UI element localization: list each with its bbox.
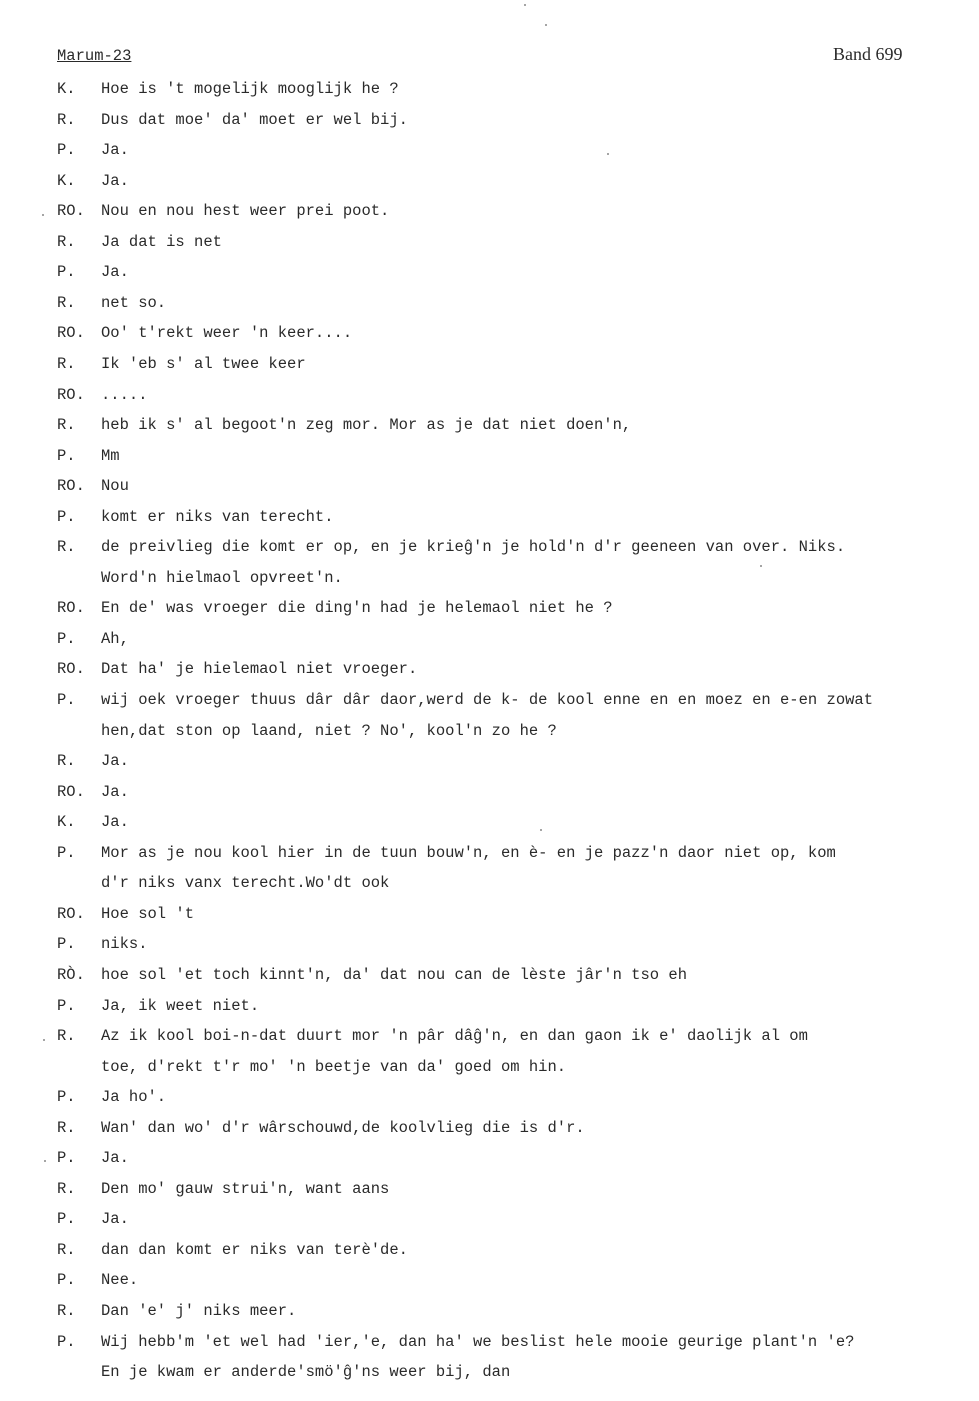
scan-speck — [43, 1039, 45, 1041]
transcript-line — [57, 202, 389, 220]
speaker-label: R. — [57, 752, 76, 770]
transcript-line-continuation — [101, 1363, 510, 1381]
transcript-line — [57, 1180, 389, 1198]
utterance-text: heb ik s' al begoot'n zeg mor. Mor as je dat niet doen'n, — [101, 416, 632, 434]
transcript-line — [57, 1119, 585, 1137]
speaker-label: R. — [57, 1027, 76, 1045]
speaker-label: K. — [57, 80, 76, 98]
transcript-line-continuation — [101, 1058, 566, 1076]
utterance-text: Den mo' gauw strui'n, want aans — [101, 1180, 390, 1198]
utterance-text: hoe sol 'et toch kinnt'n, da' dat nou can de lèste jâr'n tso eh — [101, 966, 687, 984]
scan-speck — [524, 4, 526, 6]
speaker-label: K. — [57, 813, 76, 831]
utterance-text: dan dan komt er niks van terè'de. — [101, 1241, 408, 1259]
utterance-text: ..... — [101, 386, 148, 404]
transcript-line — [57, 111, 408, 129]
transcript-line — [57, 508, 334, 526]
transcript-line — [57, 1333, 854, 1351]
transcript-line — [57, 172, 129, 190]
transcript-line-continuation — [101, 569, 343, 587]
utterance-text: Word'n hielmaol opvreet'n. — [101, 569, 343, 587]
speaker-label: RO. — [57, 660, 85, 678]
transcript-line-continuation — [101, 874, 389, 892]
utterance-text: Hoe sol 't — [101, 905, 195, 923]
speaker-label: RO. — [57, 599, 85, 617]
transcript-line — [57, 813, 129, 831]
utterance-text: Dat ha' je hielemaol niet vroeger. — [101, 660, 418, 678]
transcript-line-continuation — [101, 722, 557, 740]
speaker-label: P. — [57, 630, 76, 648]
transcript-line — [57, 660, 417, 678]
tape-number: Band 699 — [833, 44, 903, 64]
speaker-label: RO. — [57, 386, 85, 404]
utterance-text: toe, d'rekt t'r mo' 'n beetje van da' goed om hin. — [101, 1058, 567, 1076]
speaker-label: R. — [57, 233, 76, 251]
transcript-line — [57, 1210, 129, 1228]
transcript-line — [57, 355, 306, 373]
speaker-label: P. — [57, 1333, 76, 1351]
speaker-label: P. — [57, 691, 76, 709]
transcript-line — [57, 386, 148, 404]
speaker-label: RO. — [57, 783, 85, 801]
transcript-line — [57, 752, 129, 770]
transcript-line — [57, 447, 120, 465]
utterance-text: Mm — [101, 447, 120, 465]
utterance-text: Ja. — [101, 752, 129, 770]
transcript-line — [57, 1088, 166, 1106]
utterance-text: hen,dat ston op laand, niet ? No', kool'n zo he ? — [101, 722, 557, 740]
speaker-label: R. — [57, 416, 76, 434]
utterance-text: Ja. — [101, 783, 129, 801]
speaker-label: R. — [57, 294, 76, 312]
utterance-text: Ja. — [101, 172, 129, 190]
transcript-line — [57, 966, 687, 984]
utterance-text: Ja. — [101, 1149, 129, 1167]
document-id: Marum-23 — [57, 47, 132, 65]
scan-speck — [607, 153, 609, 155]
transcript-line — [57, 997, 259, 1015]
speaker-label: RO. — [57, 202, 85, 220]
speaker-label: P. — [57, 844, 76, 862]
utterance-text: Ja. — [101, 1210, 129, 1228]
utterance-text: d'r niks vanx terecht.Wo'dt ook — [101, 874, 390, 892]
transcript-line — [57, 1271, 138, 1289]
transcript-line — [57, 935, 148, 953]
utterance-text: Ah, — [101, 630, 129, 648]
utterance-text: Ja. — [101, 263, 129, 281]
scan-speck — [540, 829, 542, 831]
speaker-label: RO. — [57, 477, 85, 495]
scan-speck — [545, 24, 547, 26]
transcript-line — [57, 324, 352, 342]
speaker-label: R. — [57, 1119, 76, 1137]
transcript-line — [57, 80, 399, 98]
scan-speck — [760, 565, 762, 567]
utterance-text: net so. — [101, 294, 167, 312]
transcript-line — [57, 905, 194, 923]
transcript-line — [57, 141, 129, 159]
transcript-line — [57, 538, 845, 556]
speaker-label: P. — [57, 263, 76, 281]
speaker-label: P. — [57, 508, 76, 526]
speaker-label: P. — [57, 1210, 76, 1228]
speaker-label: P. — [57, 997, 76, 1015]
speaker-label: R. — [57, 355, 76, 373]
utterance-text: de preivlieg die komt er op, en je krieĝ'n je hold'n d'r geeneen van over. Niks. — [101, 538, 846, 556]
transcript-line — [57, 477, 129, 495]
transcript-line — [57, 599, 613, 617]
transcript-line — [57, 233, 222, 251]
speaker-label: R. — [57, 1180, 76, 1198]
utterance-text: Ja, ik weet niet. — [101, 997, 260, 1015]
utterance-text: Ik 'eb s' al twee keer — [101, 355, 306, 373]
utterance-text: Wan' dan wo' d'r wârschouwd,de koolvlieg die is d'r. — [101, 1119, 585, 1137]
speaker-label: K. — [57, 172, 76, 190]
speaker-label: R. — [57, 111, 76, 129]
speaker-label: P. — [57, 447, 76, 465]
speaker-label: RÒ. — [57, 966, 85, 984]
transcript-line — [57, 1302, 296, 1320]
utterance-text: Dus dat moe' da' moet er wel bij. — [101, 111, 408, 129]
utterance-text: Dan 'e' j' niks meer. — [101, 1302, 297, 1320]
transcript-line — [57, 294, 166, 312]
utterance-text: Wij hebb'm 'et wel had 'ier,'e, dan ha' we beslist hele mooie geurige plant'n 'e? — [101, 1333, 855, 1351]
speaker-label: P. — [57, 1271, 76, 1289]
transcript-line — [57, 783, 129, 801]
utterance-text: Mor as je nou kool hier in de tuun bouw'n, en è- en je pazz'n daor niet op, kom — [101, 844, 836, 862]
utterance-text: wij oek vroeger thuus dâr dâr daor,werd de k- de kool enne en en moez en e-en zowat — [101, 691, 874, 709]
speaker-label: R. — [57, 1302, 76, 1320]
speaker-label: P. — [57, 935, 76, 953]
speaker-label: P. — [57, 1149, 76, 1167]
utterance-text: Oo' t'rekt weer 'n keer.... — [101, 324, 353, 342]
utterance-text: Ja ho'. — [101, 1088, 167, 1106]
speaker-label: R. — [57, 538, 76, 556]
utterance-text: Nee. — [101, 1271, 139, 1289]
transcript-line — [57, 416, 631, 434]
transcript-line — [57, 844, 836, 862]
speaker-label: RO. — [57, 905, 85, 923]
scan-speck — [44, 1160, 46, 1162]
utterance-text: En je kwam er anderde'smö'ĝ'ns weer bij, dan — [101, 1363, 511, 1381]
transcript-line — [57, 691, 873, 709]
speaker-label: P. — [57, 141, 76, 159]
transcript-line — [57, 1027, 808, 1045]
transcript-line — [57, 1149, 129, 1167]
scan-speck — [42, 214, 44, 216]
speaker-label: R. — [57, 1241, 76, 1259]
utterance-text: niks. — [101, 935, 148, 953]
transcript-line — [57, 1241, 408, 1259]
utterance-text: Ja. — [101, 141, 129, 159]
speaker-label: RO. — [57, 324, 85, 342]
utterance-text: Nou — [101, 477, 129, 495]
utterance-text: Ja. — [101, 813, 129, 831]
utterance-text: Hoe is 't mogelijk mooglijk he ? — [101, 80, 399, 98]
utterance-text: Az ik kool boi-n-dat duurt mor 'n pâr dâĝ'n, en dan gaon ik e' daolijk al om — [101, 1027, 808, 1045]
speaker-label: P. — [57, 1088, 76, 1106]
utterance-text: En de' was vroeger die ding'n had je helemaol niet he ? — [101, 599, 613, 617]
transcript-line — [57, 630, 129, 648]
utterance-text: komt er niks van terecht. — [101, 508, 334, 526]
utterance-text: Nou en nou hest weer prei poot. — [101, 202, 390, 220]
transcript-line — [57, 263, 129, 281]
utterance-text: Ja dat is net — [101, 233, 222, 251]
